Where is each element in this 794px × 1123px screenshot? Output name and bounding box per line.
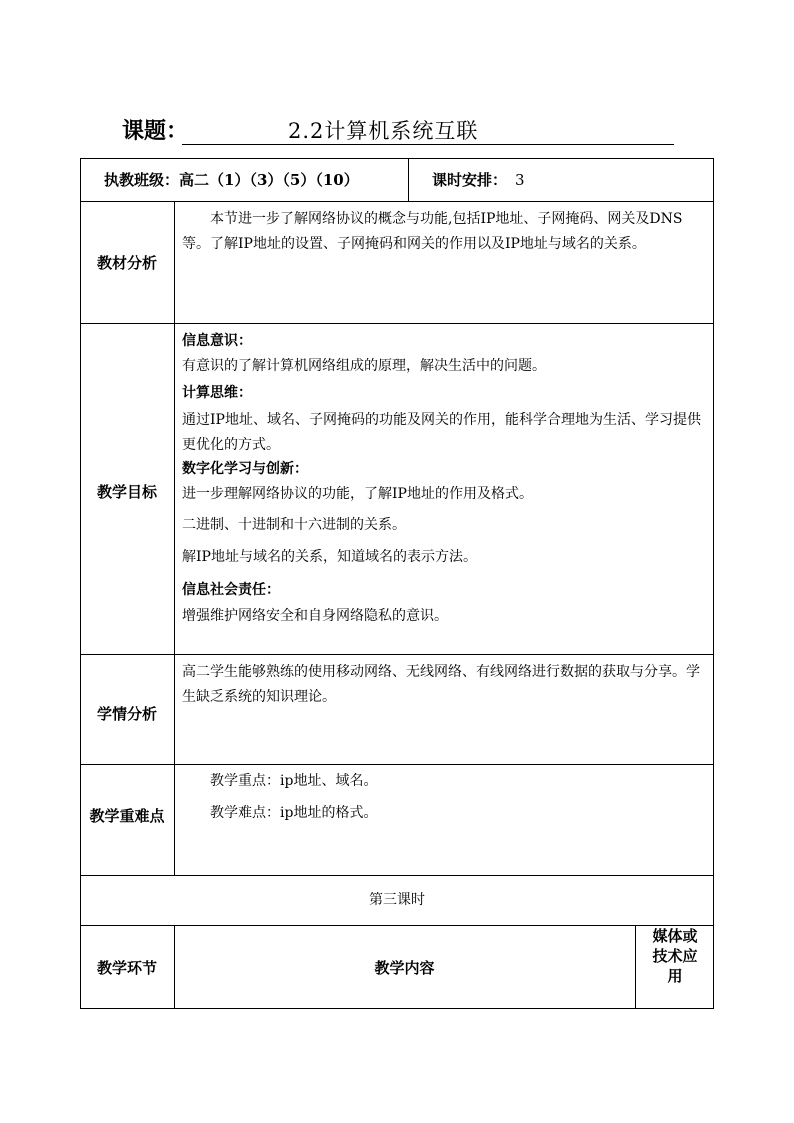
students-text: 高二学生能够熟练的使用移动网络、无线网络、有线网络进行数据的获取与分享。学生缺乏系统的知识理论。 xyxy=(182,664,700,705)
media-column-header: 媒体或技术应用 xyxy=(652,927,698,985)
class-value: 高二（1）（3）（5）（10） xyxy=(179,171,359,189)
row-divider xyxy=(80,323,714,324)
difficult-point: 教学难点：ip地址的格式。 xyxy=(210,805,378,821)
material-label: 教材分析 xyxy=(96,254,157,272)
lesson-plan-table xyxy=(80,158,714,1009)
title-label: 课题： xyxy=(122,118,189,144)
content-column-header: 教学内容 xyxy=(374,959,435,977)
objective-heading-digital-learning: 数字化学习与创新： xyxy=(182,461,308,477)
keypoints-label: 教学重难点 xyxy=(89,807,165,825)
row-divider xyxy=(80,764,714,765)
lesson-title-row xyxy=(122,112,674,146)
period-label: 课时安排： xyxy=(432,171,508,189)
title-underline xyxy=(182,144,674,145)
objective-heading-computational-thinking: 计算思维： xyxy=(182,385,252,401)
students-label: 学情分析 xyxy=(96,705,157,723)
objective-heading-social-responsibility: 信息社会责任： xyxy=(182,582,280,598)
stage-column-header: 教学环节 xyxy=(96,959,157,977)
class-info xyxy=(104,168,359,193)
objectives-label: 教学目标 xyxy=(96,483,157,501)
objective-text: 增强维护网络安全和自身网络隐私的意识。 xyxy=(182,608,448,624)
col-divider xyxy=(174,201,175,875)
objective-text: 进一步理解网络协议的功能，了解IP地址的作用及格式。 xyxy=(182,486,533,502)
row-divider xyxy=(80,201,714,202)
row-divider xyxy=(80,654,714,655)
key-point: 教学重点：ip地址、域名。 xyxy=(210,773,378,789)
row-divider xyxy=(80,925,714,926)
col-divider xyxy=(635,925,636,1009)
col-divider xyxy=(408,158,409,201)
objective-text: 有意识的了解计算机网络组成的原理，解决生活中的问题。 xyxy=(182,358,546,374)
objective-text: 二进制、十进制和十六进制的关系。 xyxy=(182,517,406,533)
material-text: 本节进一步了解网络协议的概念与功能,包括IP地址、子网掩码、网关及DNS等。了解IP地址的设置、子网掩码和网关的作用以及IP地址与域名的关系。 xyxy=(182,211,683,252)
lesson-period-title: 第三课时 xyxy=(369,892,425,908)
period-value: 3 xyxy=(515,171,525,189)
lesson-title: 2.2计算机系统互联 xyxy=(288,119,479,143)
period-info xyxy=(432,168,525,193)
objective-heading-info-awareness: 信息意识： xyxy=(182,333,252,349)
row-divider xyxy=(80,875,714,876)
class-label: 执教班级： xyxy=(104,171,180,189)
objective-text: 通过IP地址、域名、子网掩码的功能及网关的作用，能科学合理地为生活、学习提供更优化的方式。 xyxy=(182,412,701,453)
objective-text: 解IP地址与域名的关系，知道域名的表示方法。 xyxy=(182,549,477,565)
